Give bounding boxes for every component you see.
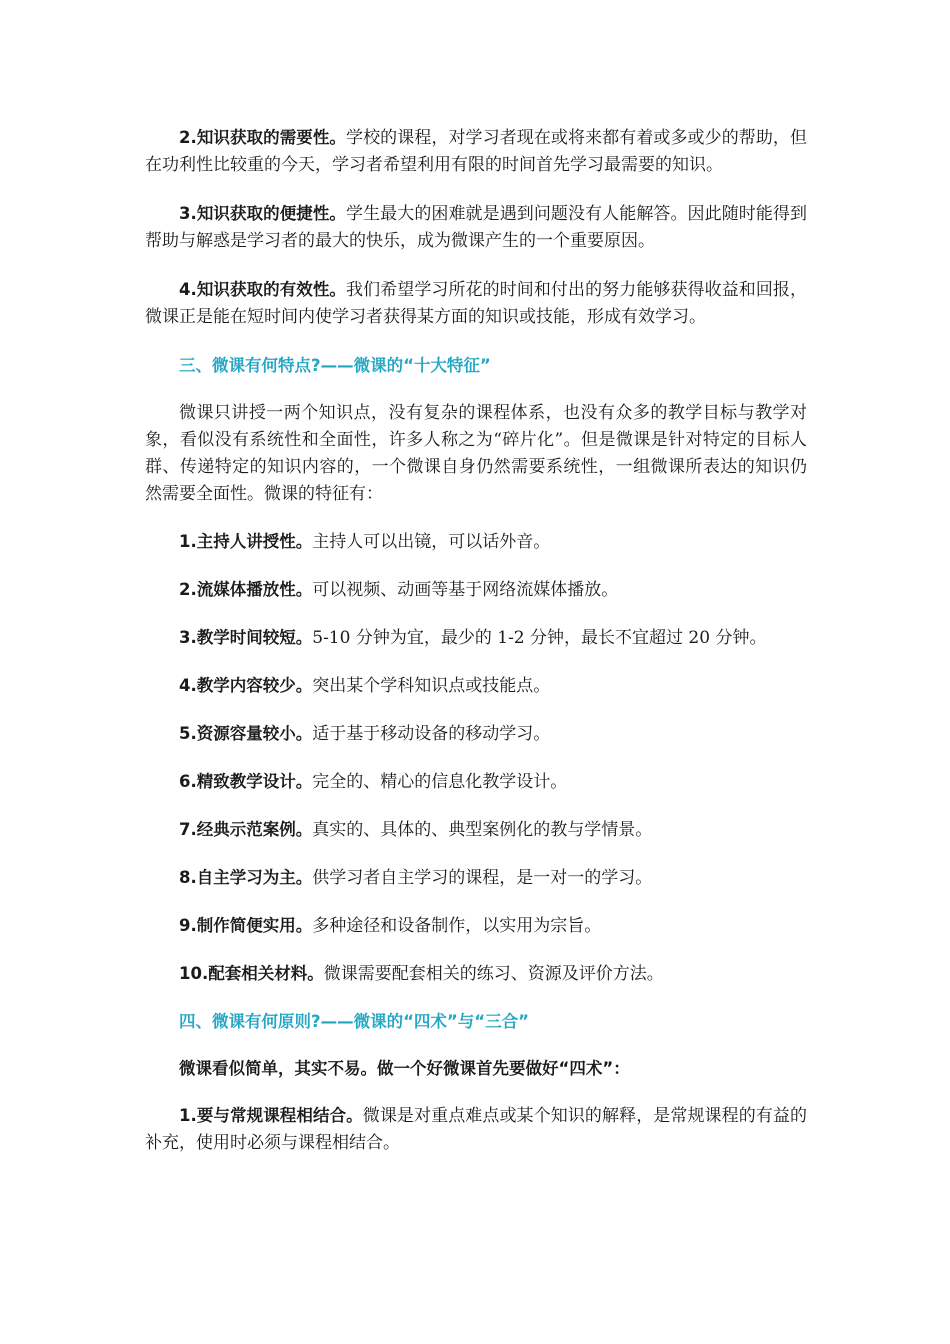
principle-title: 1.要与常规课程相结合。 bbox=[179, 1106, 363, 1125]
feature-item bbox=[145, 864, 807, 892]
paragraph-title: 2.知识获取的需要性。 bbox=[179, 128, 347, 147]
feature-item bbox=[145, 720, 807, 748]
feature-title: 8.自主学习为主。 bbox=[179, 868, 313, 887]
feature-text: 微课需要配套相关的练习、资源及评价方法。 bbox=[323, 964, 664, 984]
feature-title: 4.教学内容较少。 bbox=[179, 676, 313, 695]
paragraph-title: 3.知识获取的便捷性。 bbox=[179, 204, 347, 223]
feature-title: 7.经典示范案例。 bbox=[179, 820, 313, 839]
feature-item bbox=[145, 768, 807, 796]
feature-item bbox=[145, 624, 807, 652]
feature-title: 10.配套相关材料。 bbox=[179, 964, 324, 983]
section-heading-principles: 四、微课有何原则?——微课的“四术”与“三合” bbox=[179, 1012, 529, 1031]
features-intro: 微课只讲授一两个知识点，没有复杂的课程体系，也没有众多的教学目标与教学对象，看似没有系统性和全面性，许多人称之为“碎片化”。但是微课是针对特定的目标人群、传递特定的知识内容的，一个微课自身仍然需要系统性，一组微课所表达的知识仍然需要全面性。微课的特征有： bbox=[145, 403, 807, 504]
paragraph-effectiveness bbox=[145, 276, 807, 331]
feature-title: 9.制作简便实用。 bbox=[179, 916, 313, 935]
principle-text: 微课是对重点难点或某个知识的解释，是常规课程的有益的补充，使用时必须与课程相结合。 bbox=[145, 1106, 808, 1153]
feature-text: 可以视频、动画等基于网络流媒体播放。 bbox=[312, 580, 619, 600]
paragraph-text: 学生最大的困难就是遇到问题没有人能解答。因此随时能得到帮助与解惑是学习者的最大的快乐，成为微课产生的一个重要原因。 bbox=[145, 204, 808, 251]
feature-text: 完全的、精心的信息化教学设计。 bbox=[312, 772, 568, 792]
feature-title: 1.主持人讲授性。 bbox=[179, 532, 313, 551]
feature-title: 5.资源容量较小。 bbox=[179, 724, 313, 743]
paragraph-text: 我们希望学习所花的时间和付出的努力能够获得收益和回报，微课正是能在短时间内使学习者获得某方面的知识或技能，形成有效学习。 bbox=[145, 280, 808, 327]
principles-lead: 微课看似简单，其实不易。做一个好微课首先要做好“四术”： bbox=[179, 1059, 630, 1078]
feature-item bbox=[145, 672, 807, 700]
feature-item bbox=[145, 960, 807, 988]
feature-text: 供学习者自主学习的课程，是一对一的学习。 bbox=[312, 868, 653, 888]
document-page bbox=[145, 124, 807, 1157]
feature-title: 6.精致教学设计。 bbox=[179, 772, 313, 791]
paragraph-need bbox=[145, 124, 807, 179]
feature-item bbox=[145, 576, 807, 604]
paragraph-text: 学校的课程，对学习者现在或将来都有着或多或少的帮助，但在功利性比较重的今天，学习者希望利用有限的时间首先学习最需要的知识。 bbox=[145, 128, 808, 175]
paragraph-title: 4.知识获取的有效性。 bbox=[179, 280, 347, 299]
paragraph-convenience bbox=[145, 200, 807, 255]
feature-text: 真实的、具体的、典型案例化的教与学情景。 bbox=[312, 820, 653, 840]
feature-text: 多种途径和设备制作，以实用为宗旨。 bbox=[312, 916, 602, 936]
feature-text: 主持人可以出镜，可以话外音。 bbox=[312, 532, 551, 552]
principle-item bbox=[145, 1102, 807, 1157]
feature-item bbox=[145, 912, 807, 940]
feature-item bbox=[145, 528, 807, 556]
feature-title: 2.流媒体播放性。 bbox=[179, 580, 313, 599]
feature-item bbox=[145, 816, 807, 844]
section-heading-features: 三、微课有何特点?——微课的“十大特征” bbox=[179, 356, 491, 375]
feature-text: 5-10 分钟为宜，最少的 1-2 分钟，最长不宜超过 20 分钟。 bbox=[312, 628, 767, 648]
feature-title: 3.教学时间较短。 bbox=[179, 628, 313, 647]
feature-text: 突出某个学科知识点或技能点。 bbox=[312, 676, 551, 696]
feature-text: 适于基于移动设备的移动学习。 bbox=[312, 724, 551, 744]
